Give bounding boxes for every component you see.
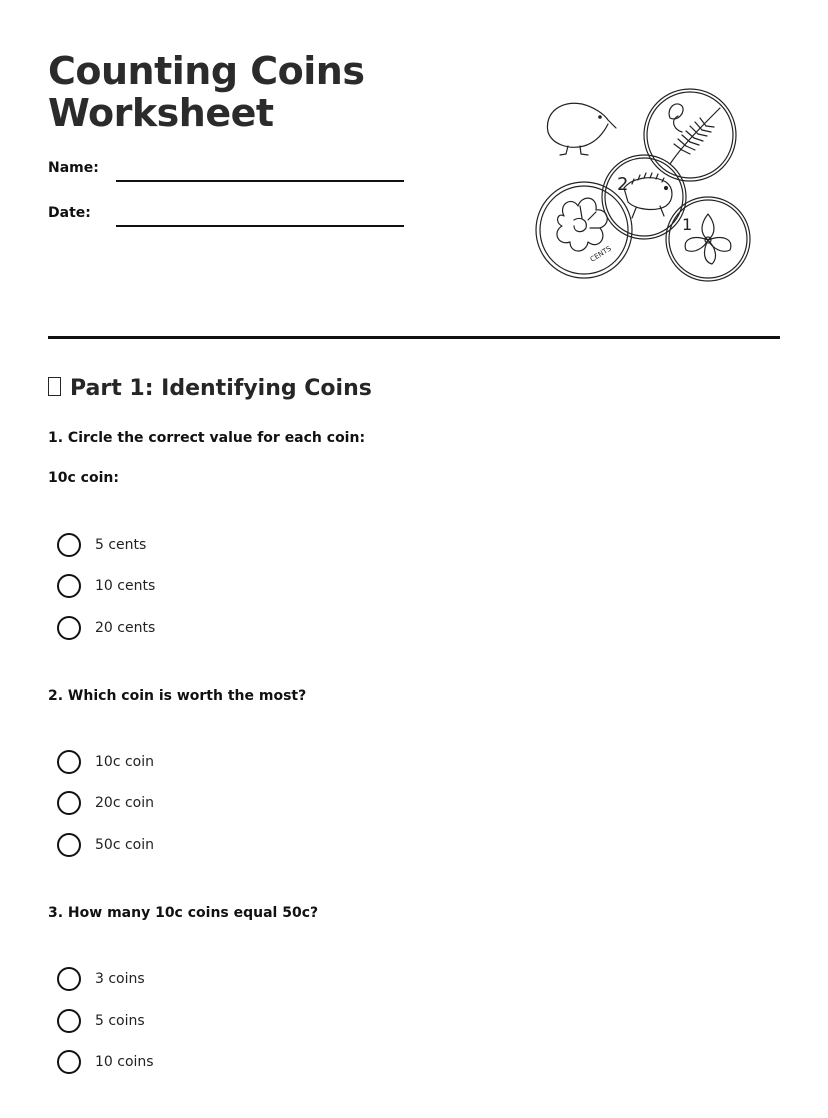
part1-heading	[48, 374, 372, 404]
radio-button[interactable]	[57, 574, 81, 598]
radio-button[interactable]	[57, 533, 81, 557]
question-3-option[interactable]	[57, 1050, 357, 1074]
question-1-text: 1. Circle the correct value for each coin:	[48, 430, 366, 446]
lily-coin-icon	[666, 197, 750, 281]
option-label: 20 cents	[95, 620, 156, 636]
worksheet-title	[48, 50, 364, 134]
fern-coin-icon	[644, 89, 736, 181]
option-label: 10c coin	[95, 754, 154, 770]
question-1-sublabel: 10c coin:	[48, 470, 119, 486]
coin-2-numeral: 2	[617, 174, 629, 195]
question-1-option[interactable]	[57, 616, 357, 640]
radio-button[interactable]	[57, 967, 81, 991]
option-label: 10 coins	[95, 1054, 154, 1070]
question-3-option[interactable]	[57, 1009, 357, 1033]
question-2-option[interactable]	[57, 791, 357, 815]
name-label: Name:	[48, 160, 99, 176]
option-label: 10 cents	[95, 578, 156, 594]
option-label: 5 cents	[95, 537, 147, 553]
radio-button[interactable]	[57, 833, 81, 857]
question-2-option[interactable]	[57, 750, 357, 774]
radio-button[interactable]	[57, 1009, 81, 1033]
option-label: 50c coin	[95, 837, 154, 853]
kiwi-bird-icon	[547, 103, 616, 155]
question-2-text: 2. Which coin is worth the most?	[48, 688, 307, 704]
question-3-text: 3. How many 10c coins equal 50c?	[48, 905, 319, 921]
option-label: 20c coin	[95, 795, 154, 811]
coin-1-numeral: 1	[682, 215, 693, 234]
coin-cents-text: CENTS	[588, 244, 613, 264]
radio-button[interactable]	[57, 750, 81, 774]
radio-button[interactable]	[57, 791, 81, 815]
coins-illustration	[532, 88, 756, 284]
date-field[interactable]	[48, 203, 408, 227]
question-1-option[interactable]	[57, 533, 357, 557]
question-3-option[interactable]	[57, 967, 357, 991]
option-label: 5 coins	[95, 1013, 145, 1029]
tuatara-coin-icon	[602, 155, 686, 239]
name-field[interactable]	[48, 158, 408, 182]
option-label: 3 coins	[95, 971, 145, 987]
name-line[interactable]	[116, 180, 404, 182]
title-line-2: Worksheet	[48, 91, 274, 135]
title-line-1: Counting Coins	[48, 49, 365, 93]
radio-button[interactable]	[57, 616, 81, 640]
date-label: Date:	[48, 205, 91, 221]
radio-button[interactable]	[57, 1050, 81, 1074]
book-icon	[48, 377, 61, 396]
section-divider	[48, 336, 780, 339]
question-1-option[interactable]	[57, 574, 357, 598]
question-2-option[interactable]	[57, 833, 357, 857]
part1-heading-text: Part 1: Identifying Coins	[70, 376, 372, 401]
date-line[interactable]	[116, 225, 404, 227]
